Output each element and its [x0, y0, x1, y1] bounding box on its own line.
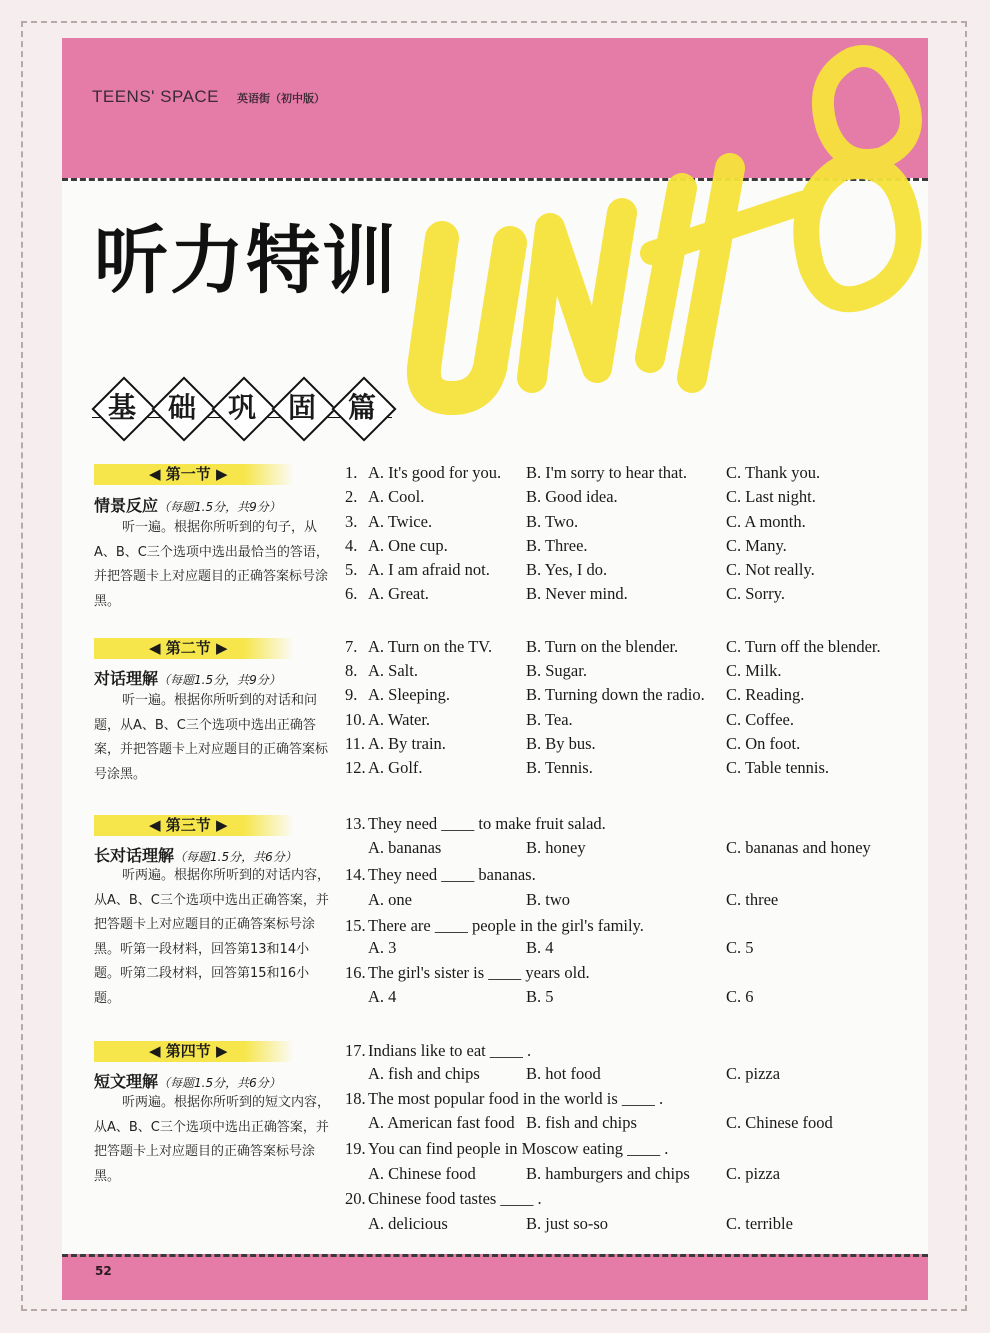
option-a: A. Turn on the TV. [368, 637, 493, 656]
option-c: C. terrible [726, 1214, 793, 1233]
option-c: C. pizza [726, 1164, 781, 1183]
option-a: A. Sleeping. [368, 685, 451, 704]
option-b: B. Sugar. [526, 661, 587, 680]
section-1-instructions: 听一遍。根据你所听到的句子，从A、B、C三个选项中选出最恰当的答语，并把答题卡上对应题目的正确答案标号涂黑。 [94, 520, 329, 609]
option-c: C. Milk. [726, 661, 782, 680]
option-b: B. 5 [526, 987, 554, 1006]
question-number: 10. [345, 710, 366, 729]
question-stem: You can find people in Moscow eating ____ . [368, 1139, 669, 1158]
option-a: A. 4 [368, 987, 397, 1006]
option-b: B. two [526, 890, 571, 909]
option-c: C. pizza [726, 1064, 781, 1083]
section-3-instructions: 听两遍。根据你所听到的对话内容，从A、B、C三个选项中选出正确答案，并把答题卡上对应题目的正确答案标号涂黑。听第一段材料，回答第13和14小题。听第二段材料，回答第15和16小题。 [94, 868, 331, 1006]
banner-char: 巩 [227, 391, 256, 424]
option-a: A. Twice. [368, 512, 433, 531]
option-b: B. Never mind. [526, 584, 628, 603]
question-stem: They need ____ to make fruit salad. [368, 814, 606, 833]
question-number: 19. [345, 1139, 366, 1158]
option-a: A. Cool. [368, 487, 425, 506]
question-number: 17. [345, 1041, 366, 1060]
option-a: A. Golf. [368, 758, 423, 777]
option-c: C. three [726, 890, 779, 909]
option-c: C. Many. [726, 536, 787, 555]
option-a: A. I am afraid not. [368, 560, 490, 579]
option-b: B. honey [526, 838, 586, 857]
section-2-title: 对话理解（每题1.5分，共9分） [94, 669, 281, 688]
section-3-title: 长对话理解（每题1.5分，共6分） [94, 846, 297, 865]
option-b: B. hot food [526, 1064, 601, 1083]
option-c: C. 6 [726, 987, 754, 1006]
option-c: C. Thank you. [726, 463, 821, 482]
option-b: B. By bus. [526, 734, 596, 753]
option-c: C. bananas and honey [726, 838, 871, 857]
option-a: A. bananas [368, 838, 442, 857]
question-number: 2. [345, 487, 358, 506]
option-b: B. Two. [526, 512, 579, 531]
section-2-instructions: 听一遍。根据你所听到的对话和问题，从A、B、C三个选项中选出正确答案，并把答题卡上对应题目的正确答案标号涂黑。 [94, 693, 329, 782]
footer-divider [62, 1254, 928, 1257]
question-number: 1. [345, 463, 358, 482]
question-number: 18. [345, 1089, 366, 1108]
option-a: A. 3 [368, 938, 397, 957]
option-a: A. By train. [368, 734, 446, 753]
option-a: A. delicious [368, 1214, 448, 1233]
question-number: 9. [345, 685, 358, 704]
option-c: C. Sorry. [726, 584, 785, 603]
footer-band [62, 1254, 928, 1300]
section-1-label: ◀ 第一节 ▶ [94, 464, 292, 485]
option-c: C. Coffee. [726, 710, 794, 729]
question-number: 13. [345, 814, 366, 833]
banner-char: 基 [107, 391, 136, 424]
option-c: C. On foot. [726, 734, 801, 753]
section-1-title: 情景反应（每题1.5分，共9分） [94, 496, 281, 515]
option-c: C. Last night. [726, 487, 816, 506]
option-a: A. Water. [368, 710, 431, 729]
option-b: B. fish and chips [526, 1113, 637, 1132]
option-c: C. 5 [726, 938, 754, 957]
question-number: 16. [345, 963, 366, 982]
option-a: A. It's good for you. [368, 463, 502, 482]
unit-8-brush-art [382, 38, 928, 418]
option-c: C. Chinese food [726, 1113, 833, 1132]
worksheet-page [62, 38, 928, 1300]
section-3-label: ◀ 第三节 ▶ [94, 815, 292, 836]
option-b: B. Three. [526, 536, 588, 555]
option-b: B. Yes, I do. [526, 560, 608, 579]
question-stem: There are ____ people in the girl's family. [368, 916, 644, 935]
option-c: C. Table tennis. [726, 758, 830, 777]
option-c: C. A month. [726, 512, 806, 531]
option-a: A. one [368, 890, 412, 909]
question-number: 11. [345, 734, 366, 753]
question-number: 12. [345, 758, 366, 777]
option-a: A. Chinese food [368, 1164, 476, 1183]
banner-char: 础 [167, 391, 196, 424]
banner-char: 固 [287, 391, 316, 424]
option-b: B. I'm sorry to hear that. [526, 463, 688, 482]
question-number: 8. [345, 661, 358, 680]
option-a: A. American fast food [368, 1113, 515, 1132]
question-number: 15. [345, 916, 366, 935]
question-stem: The girl's sister is ____ years old. [368, 963, 590, 982]
option-a: A. Great. [368, 584, 429, 603]
option-b: B. Turn on the blender. [526, 637, 679, 656]
option-b: B. Good idea. [526, 487, 618, 506]
option-b: B. 4 [526, 938, 554, 957]
question-number: 14. [345, 865, 366, 884]
question-number: 20. [345, 1189, 366, 1208]
question-stem: They need ____ bananas. [368, 865, 536, 884]
option-c: C. Not really. [726, 560, 815, 579]
question-number: 6. [345, 584, 358, 603]
question-stem: The most popular food in the world is ____ . [368, 1089, 664, 1108]
option-c: C. Reading. [726, 685, 805, 704]
option-a: A. One cup. [368, 536, 448, 555]
option-b: B. Tea. [526, 710, 573, 729]
question-number: 5. [345, 560, 358, 579]
question-stem: Chinese food tastes ____ . [368, 1189, 542, 1208]
option-b: B. Tennis. [526, 758, 593, 777]
banner-char: 篇 [347, 391, 376, 424]
section-banner [92, 378, 412, 448]
option-a: A. Salt. [368, 661, 418, 680]
option-a: A. fish and chips [368, 1064, 480, 1083]
option-b: B. Turning down the radio. [526, 685, 705, 704]
section-4-title: 短文理解（每题1.5分，共6分） [94, 1072, 281, 1091]
question-number: 7. [345, 637, 358, 656]
question-number: 4. [345, 536, 358, 555]
page-number: 52 [95, 1264, 112, 1278]
option-c: C. Turn off the blender. [726, 637, 881, 656]
option-b: B. hamburgers and chips [526, 1164, 690, 1183]
magazine-brand: TEENS' SPACE [92, 87, 220, 106]
page-title: 听力特训 [94, 218, 398, 304]
section-4-instructions: 听两遍。根据你所听到的短文内容，从A、B、C三个选项中选出正确答案，并把答题卡上对应题目的正确答案标号涂黑。 [94, 1095, 331, 1184]
question-stem: Indians like to eat ____ . [368, 1041, 532, 1060]
section-4-label: ◀ 第四节 ▶ [94, 1041, 292, 1062]
section-2-label: ◀ 第二节 ▶ [94, 638, 292, 659]
magazine-edition: 英语街（初中版） [237, 92, 325, 105]
option-b: B. just so-so [526, 1214, 609, 1233]
question-number: 3. [345, 512, 358, 531]
